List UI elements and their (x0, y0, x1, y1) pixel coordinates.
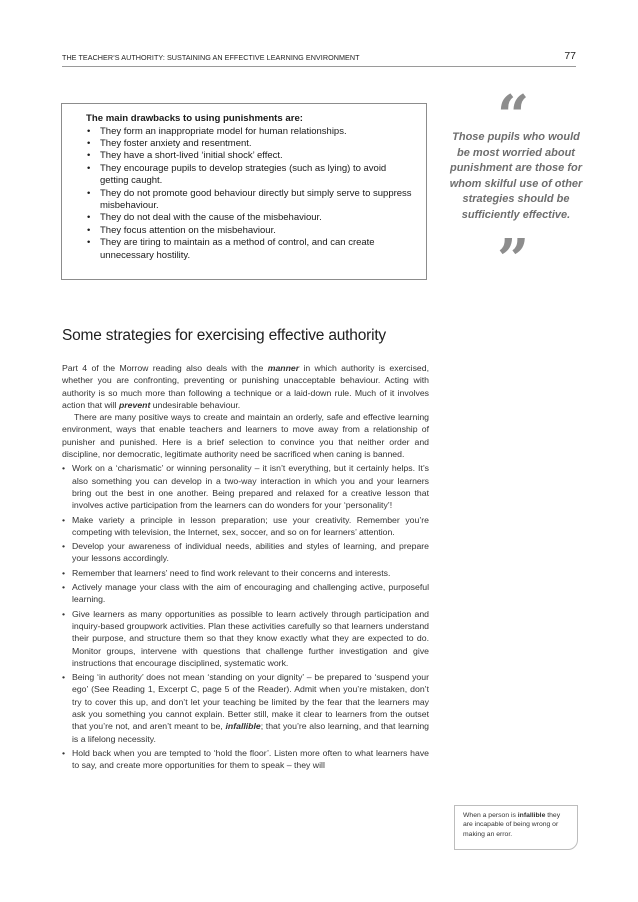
bullet-icon: • (87, 150, 91, 162)
bullet-icon: • (87, 212, 91, 224)
quote-close-icon: ” (497, 227, 530, 293)
bullet-icon: • (87, 137, 91, 149)
list-item: • Being ‘in authority’ does not mean ‘standing on your dignity’ – be prepared to ‘suspend your ego’ (See Reading 1, Excerpt C, page 5 of the Reader). Admit when you’re mistaken, don’t try to cover this up, and don’t let your teaching be limited by the fear that the learners may ask you something you cannot explain. Better still, make it clear to learners from the outset that you’re not, and aren’t meant to be, infallible; that you’re also learning, and that learning is a lifelong necessity. (62, 672, 429, 744)
emphasis: infallible (225, 721, 261, 732)
bullet-icon: • (87, 237, 91, 249)
list-item: • They have a short-lived ‘initial shock’ effect. (87, 150, 283, 162)
bullet-icon: • (62, 608, 66, 619)
list-item: • They focus attention on the misbehaviour. (87, 224, 276, 236)
list-item: • Remember that learners’ need to find work relevant to their concerns and interests. (62, 567, 391, 578)
list-item: • They form an inappropriate model for human relationships. (87, 125, 347, 137)
bullet-icon: • (87, 187, 91, 199)
bullet-icon: • (62, 541, 66, 552)
list-item: • Give learners as many opportunities as possible to learn actively through participation and inquiry-based groupwork activities. Plan these activities carefully so that learners understand their purpose, and structure them so that they know exactly what they are expected to do. Monitor groups, intervene with questions that challenge further investigation and give instructions that encourage disciplined, systematic work. (62, 608, 429, 668)
paragraph: Part 4 of the Morrow reading also deals with the manner in which authority is exercised, whether you are confronting, preventing or punishing unacceptable behaviour. Acting with authority is so much more than following a technique or a laid-down rule. Much of it involves action that will prevent undesirable behaviour. (62, 363, 429, 410)
quote-open-icon: “ (497, 83, 530, 149)
list-item: • They encourage pupils to develop strategies (such as lying) to avoid getting caught. (87, 162, 387, 187)
list-item: • Actively manage your class with the aim of encouraging and challenging active, purposeful learning. (62, 582, 429, 605)
glossary-term: infallible (517, 812, 546, 819)
strategies-list (62, 462, 429, 771)
running-head: THE TEACHER’S AUTHORITY: SUSTAINING AN EFFECTIVE LEARNING ENVIRONMENT (62, 53, 360, 62)
page-number: 77 (564, 50, 576, 62)
section-heading: Some strategies for exercising effective authority (62, 327, 386, 344)
bullet-icon: • (62, 567, 66, 578)
bullet-icon: • (62, 672, 66, 683)
list-item: • Hold back when you are tempted to ‘hold the floor’. Listen more often to what learners have to say, and create more opportunities for them to speak – they will (62, 747, 429, 771)
margin-note: When a person is infallible they are incapable of being wrong or making an error. (454, 805, 578, 850)
bullet-icon: • (62, 463, 66, 474)
bullet-icon: • (62, 747, 66, 758)
list-item: • They do not promote good behaviour directly but simply serve to suppress misbehaviour. (87, 187, 412, 211)
list-item: • Work on a ‘charismatic’ or winning personality – it isn’t everything, but it certainly helps. It’s also something you can develop in a two-way interaction in which you and your learners bring out the best in one another. Being prepared and relaxed for a creative lesson that involves active participation from the learners can do wonders for your ‘personality’! (62, 463, 429, 511)
list-item: • Make variety a principle in lesson preparation; use your creativity. Remember you’re competing with television, the Internet, sex, soccer, and so on for learners’ attention. (62, 514, 429, 537)
emphasis: manner (267, 363, 300, 373)
bullet-icon: • (62, 514, 66, 525)
bullet-icon: • (62, 582, 66, 593)
body-column (62, 362, 429, 772)
header-rule (62, 66, 576, 67)
emphasis: prevent (118, 399, 151, 410)
bullet-icon: • (87, 224, 91, 236)
list-item: • They foster anxiety and resentment. (87, 137, 252, 149)
list-item: • Develop your awareness of individual needs, abilities and styles of learning, and prepare your lessons accordingly. (62, 541, 429, 564)
bullet-icon: • (87, 125, 91, 137)
drawbacks-box (61, 103, 427, 280)
list-item: • They are tiring to maintain as a method of control, and can create unnecessary hostility. (87, 237, 375, 261)
pull-quote: Those pupils who would be most worried about punishment are those for whom skilful use of other strategies should be sufficiently effective. (449, 131, 583, 221)
bullet-icon: • (87, 162, 91, 174)
list-item: • They do not deal with the cause of the misbehaviour. (87, 212, 322, 224)
paragraph: There are many positive ways to create and maintain an orderly, safe and effective learning environment, ways that enable teachers and learners to move away from a relationship of punisher and punished. Here is a brief selection to convince you that neither order and discipline, nor democratic, legitimate authority need be sacrificed when caning is banned. (62, 412, 429, 460)
box-title: The main drawbacks to using punishments are: (86, 113, 303, 124)
drawbacks-list (86, 126, 416, 262)
